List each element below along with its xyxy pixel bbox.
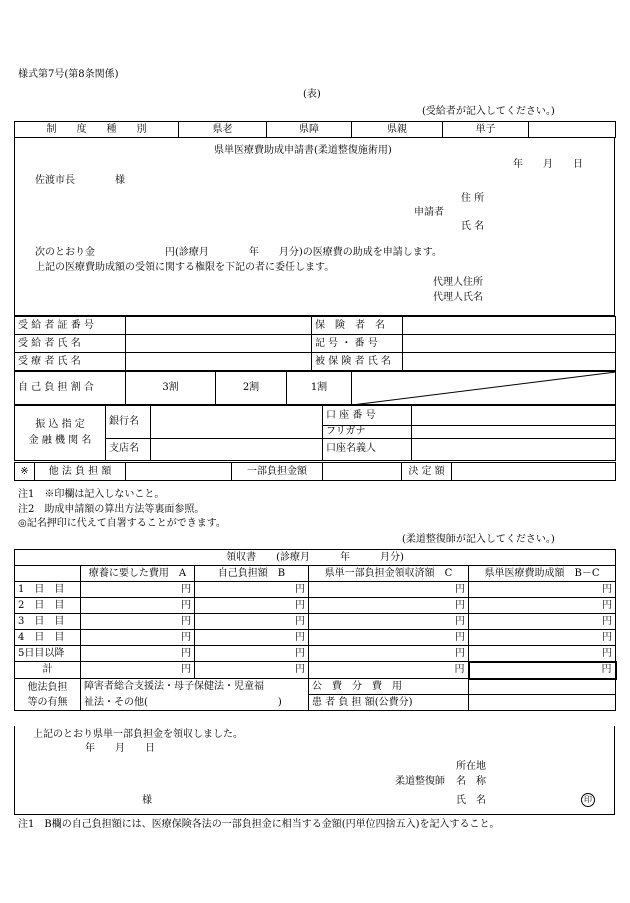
total-cell[interactable]: 円 bbox=[309, 662, 469, 679]
note-2: 注2 助成申請額の算出方法等裏面参照。 bbox=[18, 504, 205, 515]
day-label: 5日目以降 bbox=[15, 646, 81, 662]
sama-label: 様 bbox=[142, 795, 152, 806]
recipient-note: (受給者が記入してください。) bbox=[422, 106, 555, 117]
bank-label: 振 込 指 定 金 融 機 関 名 bbox=[15, 406, 106, 461]
category-table bbox=[14, 121, 616, 138]
agent-name-label: 代理人氏名 bbox=[433, 292, 483, 303]
furigana-label: フリガナ bbox=[323, 426, 412, 439]
amount-cell[interactable]: 円 bbox=[81, 598, 195, 614]
total-label: 計 bbox=[15, 662, 81, 679]
agent-address-label: 代理人住所 bbox=[433, 277, 483, 288]
amount-cell[interactable]: 円 bbox=[469, 646, 616, 662]
amount-cell[interactable]: 円 bbox=[195, 598, 309, 614]
amount-cell[interactable]: 円 bbox=[81, 582, 195, 598]
patient-burden-field[interactable] bbox=[469, 695, 616, 711]
copay-option[interactable]: 1割 bbox=[287, 372, 352, 405]
category-option[interactable]: 県老 bbox=[179, 122, 267, 138]
amount-cell[interactable]: 円 bbox=[195, 582, 309, 598]
column-c-header: 県単一部負担金領収済額 C bbox=[309, 566, 469, 582]
location-label: 所在地 bbox=[456, 761, 486, 772]
receipt-title: 領収書 (診療月 年 月分) bbox=[15, 550, 616, 566]
received-date[interactable]: 年 月 日 bbox=[85, 743, 155, 754]
diagonal-line bbox=[352, 372, 616, 405]
other-burden-label: 他法負担 等の有無 bbox=[15, 679, 81, 711]
therapist-name-label: 氏 名 bbox=[456, 795, 486, 806]
copay-blank bbox=[352, 372, 616, 405]
decision-label: 決 定 額 bbox=[402, 463, 452, 481]
info-label: 受 療 者 氏 名 bbox=[15, 353, 126, 371]
clinic-name-label: 名 称 bbox=[456, 776, 486, 787]
total-subsidy-cell[interactable]: 円 bbox=[469, 662, 616, 679]
amount-cell[interactable]: 円 bbox=[81, 614, 195, 630]
day-label: 4 日 目 bbox=[15, 630, 81, 646]
amount-cell[interactable]: 円 bbox=[309, 614, 469, 630]
amount-cell[interactable]: 円 bbox=[469, 614, 616, 630]
application-body-1: 次のとおり金 円(診療月 年 月分)の医療費の助成を申請します。 bbox=[35, 247, 443, 258]
other-law-field[interactable] bbox=[126, 463, 232, 481]
other-law-label: 他 法 負 担 額 bbox=[35, 463, 126, 481]
public-expense-field[interactable] bbox=[469, 679, 616, 695]
receipt-table bbox=[14, 549, 617, 711]
info-table bbox=[14, 316, 616, 371]
judo-note: (柔道整復師が記入してください。) bbox=[402, 534, 555, 545]
addressee: 佐渡市長 様 bbox=[35, 175, 125, 186]
amount-cell[interactable]: 円 bbox=[309, 630, 469, 646]
account-number-label: 口 座 番 号 bbox=[323, 406, 412, 426]
applicant-label: 申請者 bbox=[414, 207, 444, 218]
amount-cell[interactable]: 円 bbox=[81, 630, 195, 646]
note-3: ◎記名押印に代えて自署することができます。 bbox=[18, 518, 226, 529]
received-statement: 上記のとおり県単一部負担金を領収しました。 bbox=[33, 729, 243, 740]
branch-name-label: 支店名 bbox=[106, 438, 151, 460]
application-title: 県単医療費助成申請書(柔道整復施術用) bbox=[214, 145, 392, 156]
copay-option[interactable]: 3割 bbox=[126, 372, 216, 405]
amount-cell[interactable]: 円 bbox=[469, 582, 616, 598]
amount-cell[interactable]: 円 bbox=[309, 582, 469, 598]
application-body-2: 上記の医療費助成額の受領に関する権限を下記の者に委任します。 bbox=[35, 262, 335, 273]
account-holder-field[interactable] bbox=[412, 438, 616, 460]
day-label: 1 日 目 bbox=[15, 582, 81, 598]
category-option[interactable]: 単子 bbox=[443, 122, 529, 138]
amount-cell[interactable]: 円 bbox=[469, 598, 616, 614]
copay-label: 自 己 負 担 割 合 bbox=[15, 372, 126, 405]
amount-cell[interactable]: 円 bbox=[195, 630, 309, 646]
note-1: 注1 ※印欄は記入しないこと。 bbox=[18, 489, 165, 500]
amount-cell[interactable]: 円 bbox=[81, 646, 195, 662]
application-box bbox=[14, 138, 615, 316]
footer-note: 注1 B欄の自己負担額には、医療保険各法の一部負担金に相当する金額(円単位四捨五入)を記入すること。 bbox=[18, 819, 500, 830]
amount-cell[interactable]: 円 bbox=[309, 646, 469, 662]
bank-name-field[interactable] bbox=[151, 406, 323, 439]
info-label: 受 給 者 氏 名 bbox=[15, 335, 126, 353]
partial-payment-field[interactable] bbox=[323, 463, 402, 481]
application-date[interactable]: 年 月 日 bbox=[513, 159, 583, 170]
info-label: 記 号 ・ 番 号 bbox=[312, 335, 403, 353]
column-a-header: 療養に要した費用 A bbox=[81, 566, 195, 582]
day-label: 3 日 目 bbox=[15, 614, 81, 630]
other-law-text-1: 障害者総合支援法・母子保健法・児童福 bbox=[81, 679, 309, 695]
amount-cell[interactable]: 円 bbox=[195, 614, 309, 630]
category-option[interactable]: 県障 bbox=[267, 122, 352, 138]
column-d-header: 県単医療費助成額 B－C bbox=[469, 566, 616, 582]
total-cell[interactable]: 円 bbox=[195, 662, 309, 679]
info-field[interactable] bbox=[126, 353, 312, 371]
seal-mark[interactable]: 印 bbox=[581, 793, 595, 807]
info-field[interactable] bbox=[403, 317, 616, 335]
amount-cell[interactable]: 円 bbox=[309, 598, 469, 614]
partial-payment-label: 一部負担金額 bbox=[232, 463, 323, 481]
info-label: 被 保 険 者 氏 名 bbox=[312, 353, 403, 371]
furigana-field[interactable] bbox=[412, 426, 616, 439]
day-label: 2 日 目 bbox=[15, 598, 81, 614]
info-field[interactable] bbox=[403, 353, 616, 371]
column-b-header: 自己負担額 B bbox=[195, 566, 309, 582]
patient-burden-label: 患 者 負 担 額(公費分) bbox=[309, 695, 469, 711]
info-field[interactable] bbox=[403, 335, 616, 353]
other-law-text-2: 祉法・その他( ) bbox=[81, 695, 309, 711]
account-number-field[interactable] bbox=[412, 406, 616, 426]
amount-cell[interactable]: 円 bbox=[469, 630, 616, 646]
category-option[interactable]: 県親 bbox=[352, 122, 443, 138]
info-label: 保 険 者 名 bbox=[312, 317, 403, 335]
bank-table bbox=[14, 405, 616, 461]
bank-name-label: 銀行名 bbox=[106, 406, 151, 439]
account-holder-label: 口座名義人 bbox=[323, 438, 412, 460]
judo-therapist-label: 柔道整復師 bbox=[395, 776, 445, 787]
address-label: 住 所 bbox=[461, 193, 485, 204]
name-label: 氏 名 bbox=[461, 221, 485, 232]
copay-table bbox=[14, 371, 616, 405]
form-number: 様式第7号(第8条関係) bbox=[18, 69, 119, 80]
info-label: 受 給 者 証 番 号 bbox=[15, 317, 126, 335]
total-cell[interactable]: 円 bbox=[81, 662, 195, 679]
category-label: 制 度 種 別 bbox=[15, 122, 179, 138]
receipt-confirmation-box bbox=[14, 726, 615, 815]
side-label: (表) bbox=[303, 89, 321, 100]
office-use-mark: ※ bbox=[15, 463, 35, 481]
amount-table bbox=[14, 462, 616, 481]
amount-cell[interactable]: 円 bbox=[195, 646, 309, 662]
copay-option[interactable]: 2割 bbox=[216, 372, 287, 405]
branch-name-field[interactable] bbox=[151, 438, 323, 460]
decision-field[interactable] bbox=[452, 463, 616, 481]
info-field[interactable] bbox=[126, 335, 312, 353]
info-field[interactable] bbox=[126, 317, 312, 335]
category-blank[interactable] bbox=[529, 122, 616, 138]
public-expense-label: 公 費 分 費 用 bbox=[309, 679, 469, 695]
